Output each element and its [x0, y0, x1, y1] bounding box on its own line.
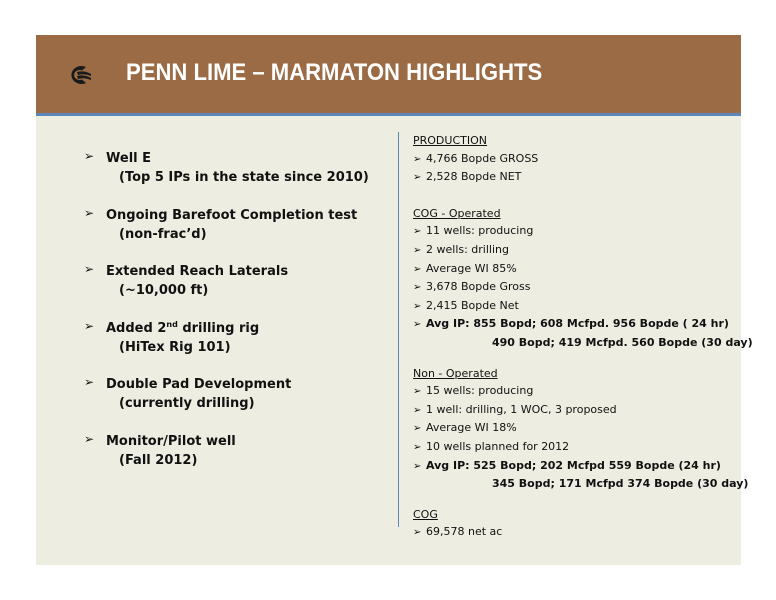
bullet-arrow-icon: ➢ [413, 404, 422, 416]
bullet-arrow-icon: ➢ [413, 423, 422, 435]
highlight-label: Well E [106, 151, 152, 166]
highlight-detail: (currently drilling) [119, 396, 255, 411]
highlight-detail: (non-frac’d) [119, 226, 207, 242]
cog-title: COG [413, 507, 438, 521]
highlights-list [84, 149, 384, 488]
bullet-arrow-icon: ➢ [413, 300, 422, 312]
highlight-label: Double Pad Development [106, 377, 292, 392]
bullet-arrow-icon: ➢ [413, 263, 422, 275]
highlight-detail: (~10,000 ft) [119, 283, 209, 298]
bullet-arrow-icon: ➢ [84, 375, 95, 389]
list-item: ➢ 2,528 Bopde NET [413, 168, 733, 187]
list-item [84, 432, 384, 470]
bullet-arrow-icon: ➢ [413, 441, 422, 453]
bullet-arrow-icon: ➢ [413, 460, 422, 472]
highlight-label: Extended Reach Laterals [106, 264, 289, 279]
bullet-arrow-icon: ➢ [413, 226, 422, 238]
highlight-label: Added 2nd drilling rig [106, 319, 260, 336]
highlight-label: Ongoing Barefoot Completion test [106, 207, 358, 223]
list-item [84, 262, 384, 300]
bullet-arrow-icon: ➢ [413, 386, 422, 398]
avg-ip-line: 490 Bopd; 419 Mcfpd. 560 Bopde (30 day) [492, 335, 753, 349]
bullet-arrow-icon: ➢ [84, 205, 95, 220]
stats-panel [413, 132, 753, 542]
list-item: ➢ Average WI 18% [413, 419, 733, 438]
highlight-detail: (Fall 2012) [119, 452, 198, 468]
highlight-label: Monitor/Pilot well [106, 433, 236, 449]
list-item: ➢ 2,415 Bopde Net [413, 297, 733, 316]
list-item: ➢ 3,678 Bopde Gross [413, 278, 733, 297]
avg-ip-line: 345 Bopd; 171 Mcfpd 374 Bopde (30 day) [492, 477, 749, 491]
bullet-arrow-icon: ➢ [413, 282, 422, 294]
bullet-arrow-icon: ➢ [84, 431, 95, 446]
bullet-arrow-icon: ➢ [84, 262, 95, 276]
bullet-arrow-icon: ➢ [84, 149, 95, 163]
avg-ip-line: ➢ Avg IP: 855 Bopd; 608 Mcfpd. 956 Bopde ( 24 hr) [413, 315, 733, 334]
bullet-arrow-icon: ➢ [84, 318, 95, 333]
list-item: ➢ 10 wells planned for 2012 [413, 438, 733, 457]
list-item: ➢ 2 wells: drilling [413, 241, 733, 260]
bullet-arrow-icon: ➢ [413, 244, 422, 256]
list-item [84, 375, 384, 413]
bullet-arrow-icon: ➢ [413, 527, 422, 539]
bullet-arrow-icon: ➢ [413, 153, 422, 165]
list-item: ➢ 11 wells: producing [413, 222, 733, 241]
production-title: PRODUCTION [413, 134, 487, 147]
non-operated-title: Non - Operated [413, 366, 498, 380]
list-item [84, 149, 384, 187]
highlight-detail: (Top 5 IPs in the state since 2010) [119, 170, 369, 185]
list-item: ➢ 15 wells: producing [413, 382, 733, 401]
avg-ip-line: ➢ Avg IP: 525 Bopd; 202 Mcfpd 559 Bopde (24 hr) [413, 457, 733, 476]
header-bar [36, 35, 741, 116]
list-item [84, 206, 384, 244]
list-item: ➢ 69,578 net ac [413, 523, 733, 542]
highlight-detail: (HiTex Rig 101) [119, 339, 231, 355]
bullet-arrow-icon: ➢ [413, 172, 422, 184]
list-item [84, 319, 384, 357]
bullet-arrow-icon: ➢ [413, 319, 422, 331]
cog-operated-title: COG - Operated [413, 206, 501, 220]
slide [36, 35, 753, 565]
company-logo-icon [64, 64, 92, 86]
column-divider [398, 132, 399, 527]
list-item: ➢ Average WI 85% [413, 260, 733, 279]
page-title: PENN LIME – MARMATON HIGHLIGHTS [126, 59, 543, 86]
list-item: ➢ 1 well: drilling, 1 WOC, 3 proposed [413, 401, 733, 420]
list-item: ➢ 4,766 Bopde GROSS [413, 150, 733, 169]
